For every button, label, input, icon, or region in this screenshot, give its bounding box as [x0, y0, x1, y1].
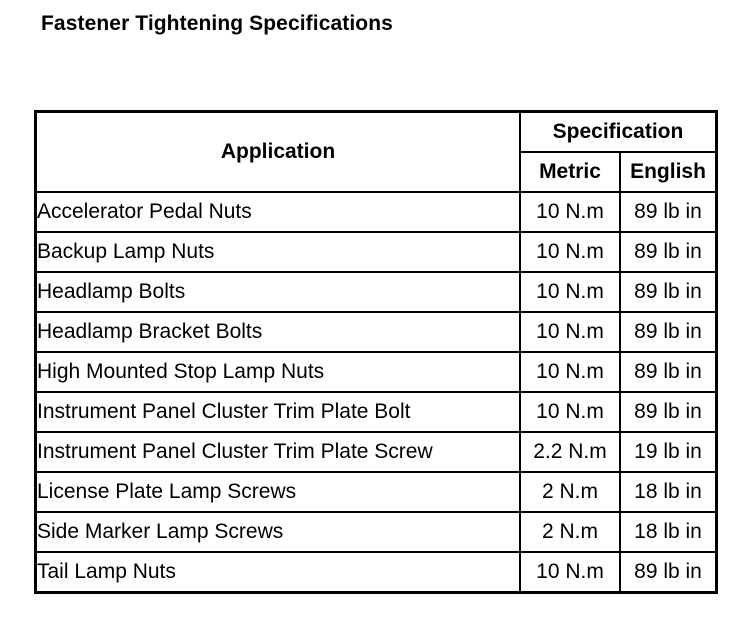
metric-cell: 10 N.m	[520, 312, 620, 352]
metric-column-header: Metric	[520, 152, 620, 192]
table-row	[36, 552, 717, 593]
metric-cell: 10 N.m	[520, 392, 620, 432]
specification-column-header: Specification	[520, 112, 717, 153]
english-column-header: English	[620, 152, 717, 192]
application-cell: Side Marker Lamp Screws	[36, 512, 521, 552]
english-cell: 89 lb in	[620, 392, 717, 432]
application-cell: Headlamp Bracket Bolts	[36, 312, 521, 352]
metric-cell: 10 N.m	[520, 272, 620, 312]
table-header	[36, 112, 717, 193]
application-cell: License Plate Lamp Screws	[36, 472, 521, 512]
header-row-top	[36, 112, 717, 153]
metric-cell: 10 N.m	[520, 352, 620, 392]
table-row	[36, 272, 717, 312]
metric-cell: 2 N.m	[520, 512, 620, 552]
table-row	[36, 512, 717, 552]
metric-cell: 2 N.m	[520, 472, 620, 512]
application-cell: Instrument Panel Cluster Trim Plate Screw	[36, 432, 521, 472]
application-cell: Instrument Panel Cluster Trim Plate Bolt	[36, 392, 521, 432]
application-cell: Accelerator Pedal Nuts	[36, 192, 521, 232]
metric-cell: 10 N.m	[520, 192, 620, 232]
page-title: Fastener Tightening Specifications	[41, 12, 393, 35]
english-cell: 89 lb in	[620, 352, 717, 392]
table-row	[36, 352, 717, 392]
metric-cell: 10 N.m	[520, 232, 620, 272]
table-row	[36, 192, 717, 232]
application-column-header: Application	[36, 112, 521, 193]
english-cell: 89 lb in	[620, 232, 717, 272]
english-cell: 89 lb in	[620, 192, 717, 232]
application-cell: Headlamp Bolts	[36, 272, 521, 312]
fastener-spec-table	[34, 110, 718, 594]
english-cell: 89 lb in	[620, 552, 717, 593]
application-cell: Backup Lamp Nuts	[36, 232, 521, 272]
english-cell: 89 lb in	[620, 312, 717, 352]
table-row	[36, 432, 717, 472]
english-cell: 18 lb in	[620, 472, 717, 512]
table-row	[36, 392, 717, 432]
table-row	[36, 232, 717, 272]
english-cell: 19 lb in	[620, 432, 717, 472]
metric-cell: 10 N.m	[520, 552, 620, 593]
application-cell: Tail Lamp Nuts	[36, 552, 521, 593]
metric-cell: 2.2 N.m	[520, 432, 620, 472]
table-body	[36, 192, 717, 593]
english-cell: 89 lb in	[620, 272, 717, 312]
application-cell: High Mounted Stop Lamp Nuts	[36, 352, 521, 392]
english-cell: 18 lb in	[620, 512, 717, 552]
table-row	[36, 312, 717, 352]
table-row	[36, 472, 717, 512]
